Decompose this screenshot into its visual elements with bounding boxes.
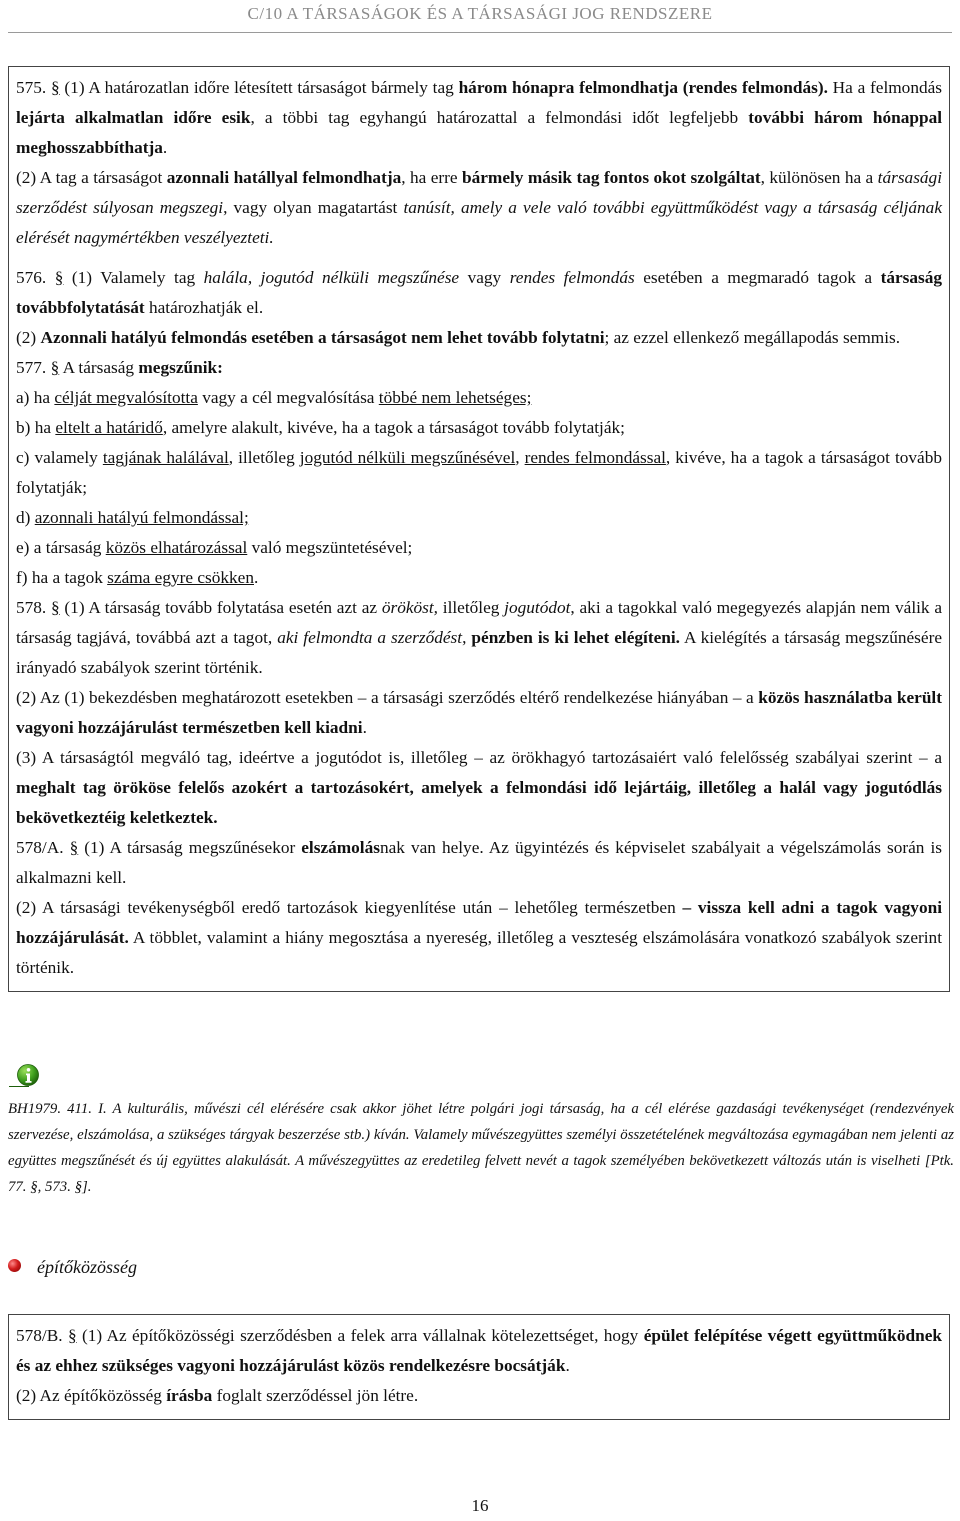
section-sign-link[interactable]: § <box>54 268 64 287</box>
section-577-heading: 577. § A társaság megszűnik: <box>16 358 223 377</box>
section-577-item-b: b) ha eltelt a határidő, amelyre alakult, kivéve, ha a tagok a társaságot tovább folytatják; <box>16 418 625 437</box>
section-576-para-2: (2) Azonnali hatályú felmondás esetében a társaságot nem lehet tovább folytatni; az ezzel ellenkező megállapodás semmis. <box>16 328 901 347</box>
info-icon[interactable] <box>9 1064 41 1088</box>
section-578-para-2: (2) Az (1) bekezdésben meghatározott esetekben – a társasági szerződés eltérő rendelkezése hiányában – a közös használatba került vagyoni hozzájárulást természetben kell kiadni. <box>16 688 942 737</box>
section-sign-link[interactable]: § <box>69 838 79 857</box>
section-577-item-c: c) valamely tagjának halálával, illetőleg jogutód nélküli megszűnésével, rendes felmondással, kivéve, ha a tagok a társaságot tovább folytatják; <box>16 448 943 497</box>
section-sign-link[interactable]: § <box>51 78 60 97</box>
law-text-box <box>8 66 950 992</box>
section-577-item-e: e) a társaság közös elhatározással való megszüntetésével; <box>16 538 413 557</box>
section-578a-para-1: 578/A. § (1) A társaság megszűnésekor elszámolásnak van helye. Az ügyintézés és képviselet szabályait a végelszámolás során is alkalmazni kell. <box>16 838 943 887</box>
topic-label: építőközösség <box>37 1257 137 1277</box>
red-bullet-icon <box>8 1259 21 1272</box>
section-578b-para-2: (2) Az építőközösség írásba foglalt szerződéssel jön létre. <box>16 1386 419 1405</box>
law-text-box-2 <box>8 1314 950 1420</box>
section-575-para-2: (2) A tag a társaságot azonnali hatállyal felmondhatja, ha erre bármely másik tag fontos okot szolgáltat, különösen ha a társasági szerződést súlyosan megszegi, vagy olyan magatartást tanúsít, amely a vele való további együttműködést vagy a társaság céljának elérését nagymértékben veszélyezteti. <box>16 168 942 247</box>
section-576-para-1: 576. § (1) Valamely tag halála, jogutód nélküli megszűnése vagy rendes felmondás esetében a megmaradó tagok a társaság továbbfolytatását határozhatják el. <box>16 268 943 317</box>
section-sign-link[interactable]: § <box>51 598 60 617</box>
header-rule <box>8 32 952 33</box>
section-sign-link[interactable]: § <box>67 1326 77 1345</box>
section-577-item-a: a) ha célját megvalósította vagy a cél megvalósítása többé nem lehetséges; <box>16 388 532 407</box>
running-header: C/10 A TÁRSASÁGOK ÉS A TÁRSASÁGI JOG RENDSZERE <box>247 4 713 23</box>
section-578-para-1: 578. § (1) A társaság tovább folytatása esetén azt az örököst, illetőleg jogutódot, aki a tagokkal való megegyezés alapján nem válik a társaság tagjává, továbbá azt a tagot, aki felmondta a szerződést, pénzben is ki lehet elégíteni. A kielégítés a társaság megszűnésére irányadó szabályok szerint történik. <box>16 598 943 677</box>
section-578a-para-2: (2) A társasági tevékenységből eredő tartozások kiegyenlítése után – lehetőleg természetben – vissza kell adni a tagok vagyoni hozzájárulását. A többlet, valamint a hiány megosztása a nyereség, illetőleg a veszteség elszámolására vonatkozó szabályok szerint történik. <box>16 898 942 977</box>
section-577-item-d: d) azonnali hatályú felmondással; <box>16 508 249 527</box>
topic-heading <box>8 1252 137 1282</box>
section-578-para-3: (3) A társaságtól megváló tag, ideértve a jogutódot is, illetőleg – az örökhagyó tartozásaiért való felelősség szabályai szerint – a meghalt tag örököse felelős azokért a tartozásokért, amelyek a felmondási idő lejártáig, illetőleg a halál vagy jogutódlás bekövetkeztéig keletkeztek. <box>16 748 942 827</box>
section-578b-para-1: 578/B. § (1) Az építőközösségi szerződésben a felek arra vállalnak kötelezettséget, hogy épület felépítése végett együttműködnek és az ehhez szükséges vagyoni hozzájárulást közös rendelkezésre bocsátják. <box>16 1326 942 1375</box>
page-number: 16 <box>471 1496 489 1515</box>
section-577-item-f: f) ha a tagok száma egyre csökken. <box>16 568 259 587</box>
section-sign-link[interactable]: § <box>50 358 60 377</box>
court-decision-note: BH1979. 411. I. A kulturális, művészi cél elérésére csak akkor jöhet létre polgári jogi társaság, ha a cél elérése gazdasági tevékenységet (rendezvények szervezése, elszámolása, a szükséges tárgyak beszerzése stb.) kíván. Valamely művészegyüttes személyi összetételének megváltozása egymagában nem jelenti az együttes megszűnését és új együttes alakulását. A művészegyüttes az eredetileg felvett nevét a tagok személyében bekövetkezett változás után is viselheti [Ptk. 77. §, 573. §]. <box>8 1101 954 1195</box>
section-575-para-1: 575. § (1) A határozatlan időre létesített társaságot bármely tag három hónapra felmondhatja (rendes felmondás). Ha a felmondás lejárta alkalmatlan időre esik, a többi tag egyhangú határozattal a felmondási időt legfeljebb további három hónappal meghosszabbíthatja. <box>16 78 943 157</box>
